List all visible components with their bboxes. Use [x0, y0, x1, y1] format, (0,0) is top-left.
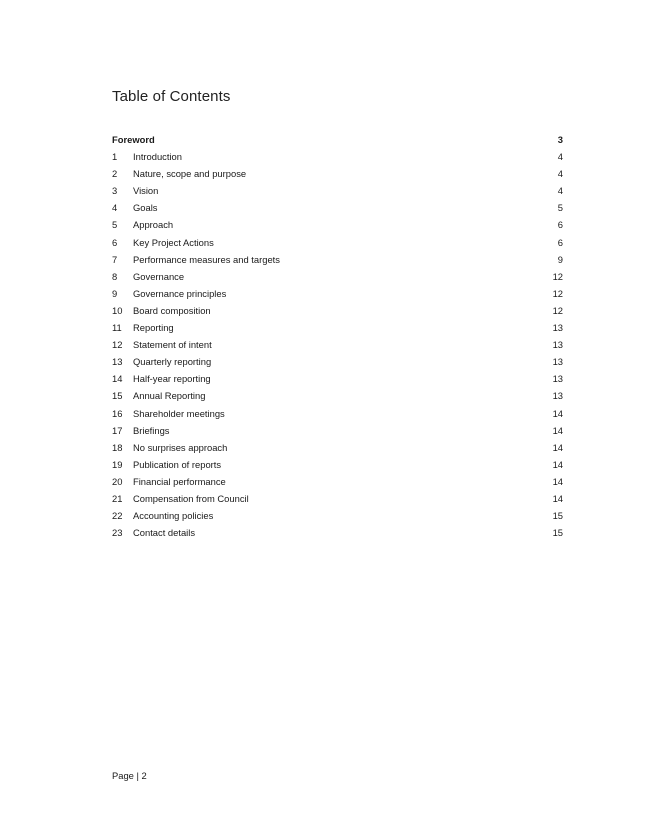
- toc-entry[interactable]: [112, 216, 563, 233]
- toc-entry[interactable]: [112, 405, 563, 422]
- toc-entry-number: 3: [112, 185, 118, 197]
- toc-entry-label: Vision: [133, 185, 159, 197]
- toc-entry-number: 1: [112, 151, 118, 163]
- toc-entry-label: Governance: [133, 270, 185, 282]
- toc-entry-page-number: 14: [552, 458, 563, 470]
- toc-entry-page-number: 14: [552, 475, 563, 487]
- toc-entry-page-number: 14: [552, 424, 563, 436]
- toc-entry-label: Governance principles: [133, 287, 227, 299]
- toc-entry-number: 9: [112, 287, 118, 299]
- toc-entry-page-number: 14: [552, 492, 563, 504]
- toc-entry-label: Shareholder meetings: [133, 407, 225, 419]
- toc-entry-page-number: 4: [557, 151, 563, 163]
- toc-entry[interactable]: [112, 439, 563, 456]
- toc-entry[interactable]: [112, 422, 563, 439]
- toc-entry-number: 19: [112, 458, 123, 470]
- toc-entry[interactable]: [112, 148, 563, 165]
- toc-entry-label: Publication of reports: [133, 458, 222, 470]
- toc-entry-label: No surprises approach: [133, 441, 228, 453]
- toc-entry-label: Financial performance: [133, 475, 226, 487]
- toc-entry-number: 22: [112, 510, 123, 522]
- toc-entry-label: Compensation from Council: [133, 492, 249, 504]
- toc-entry-number: 12: [112, 339, 123, 351]
- toc-entry-number: 23: [112, 527, 123, 539]
- toc-entry-page-number: 14: [552, 407, 563, 419]
- toc-entry-page-number: 13: [552, 390, 563, 402]
- toc-entry[interactable]: [112, 473, 563, 490]
- toc-entry-number: 15: [112, 390, 123, 402]
- toc-entry-label: Nature, scope and purpose: [133, 168, 247, 180]
- toc-entry-page-number: 5: [557, 202, 563, 214]
- toc-entry-page-number: 4: [557, 168, 563, 180]
- toc-entry-number: 4: [112, 202, 118, 214]
- toc-entry-page-number: 6: [557, 219, 563, 231]
- toc-entry-page-number: 6: [557, 236, 563, 248]
- toc-entry-number: 21: [112, 492, 123, 504]
- toc-entry-label: Performance measures and targets: [133, 253, 280, 265]
- toc-entry-label: Key Project Actions: [133, 236, 214, 248]
- toc-entry-label: Foreword: [112, 134, 155, 145]
- toc-entry[interactable]: [112, 165, 563, 182]
- toc-entry-number: 18: [112, 441, 123, 453]
- toc-entry[interactable]: [112, 182, 563, 199]
- page-footer: Page | 2: [112, 770, 147, 781]
- toc-entry-page-number: 12: [552, 304, 563, 316]
- toc-entry-label: Reporting: [133, 322, 174, 334]
- toc-entry[interactable]: [112, 490, 563, 507]
- toc-entry-label: Board composition: [133, 304, 211, 316]
- table-of-contents: [112, 131, 563, 541]
- toc-entry[interactable]: [112, 370, 563, 387]
- toc-entry-label: Briefings: [133, 424, 170, 436]
- toc-entry-number: 5: [112, 219, 118, 231]
- toc-entry-label: Statement of intent: [133, 339, 212, 351]
- toc-entry-page-number: 12: [552, 287, 563, 299]
- toc-entry-label: Contact details: [133, 527, 196, 539]
- toc-entry[interactable]: [112, 199, 563, 216]
- toc-entry-label: Accounting policies: [133, 510, 214, 522]
- toc-entry-label: Goals: [133, 202, 158, 214]
- toc-entry[interactable]: [112, 131, 563, 148]
- toc-entry[interactable]: [112, 285, 563, 302]
- toc-entry-label: Quarterly reporting: [133, 356, 212, 368]
- toc-entry-number: 11: [112, 322, 122, 334]
- toc-entry[interactable]: [112, 353, 563, 370]
- toc-entry-page-number: 9: [557, 253, 563, 265]
- toc-entry-number: 6: [112, 236, 118, 248]
- toc-entry-page-number: 15: [552, 527, 563, 539]
- toc-entry-label: Annual Reporting: [133, 390, 206, 402]
- toc-entry[interactable]: [112, 268, 563, 285]
- toc-entry-page-number: 13: [552, 373, 563, 385]
- toc-entry-number: 17: [112, 424, 123, 436]
- toc-entry[interactable]: [112, 302, 563, 319]
- toc-entry[interactable]: [112, 524, 563, 541]
- toc-entry[interactable]: [112, 507, 563, 524]
- toc-entry[interactable]: [112, 336, 563, 353]
- toc-entry-page-number: 13: [552, 356, 563, 368]
- toc-entry-number: 2: [112, 168, 118, 180]
- toc-entry-page-number: 4: [557, 185, 563, 197]
- toc-entry-label: Half-year reporting: [133, 373, 211, 385]
- toc-entry-number: 13: [112, 356, 123, 368]
- page-title: Table of Contents: [112, 88, 231, 105]
- toc-entry-number: 7: [112, 253, 118, 265]
- toc-entry-page-number: 13: [552, 339, 563, 351]
- toc-entry[interactable]: [112, 234, 563, 251]
- toc-entry-number: 14: [112, 373, 123, 385]
- toc-entry[interactable]: [112, 319, 563, 336]
- toc-entry-number: 16: [112, 407, 123, 419]
- toc-entry-number: 20: [112, 475, 123, 487]
- toc-entry-page-number: 13: [552, 322, 563, 334]
- toc-entry-page-number: 14: [552, 441, 563, 453]
- toc-entry-page-number: 3: [557, 134, 563, 145]
- toc-entry-number: 8: [112, 270, 118, 282]
- toc-entry[interactable]: [112, 456, 563, 473]
- toc-entry-page-number: 12: [552, 270, 563, 282]
- toc-entry-number: 10: [112, 304, 123, 316]
- toc-entry[interactable]: [112, 251, 563, 268]
- toc-entry-label: Approach: [133, 219, 174, 231]
- toc-entry-label: Introduction: [133, 151, 182, 163]
- toc-entry-page-number: 15: [552, 510, 563, 522]
- toc-entry[interactable]: [112, 387, 563, 404]
